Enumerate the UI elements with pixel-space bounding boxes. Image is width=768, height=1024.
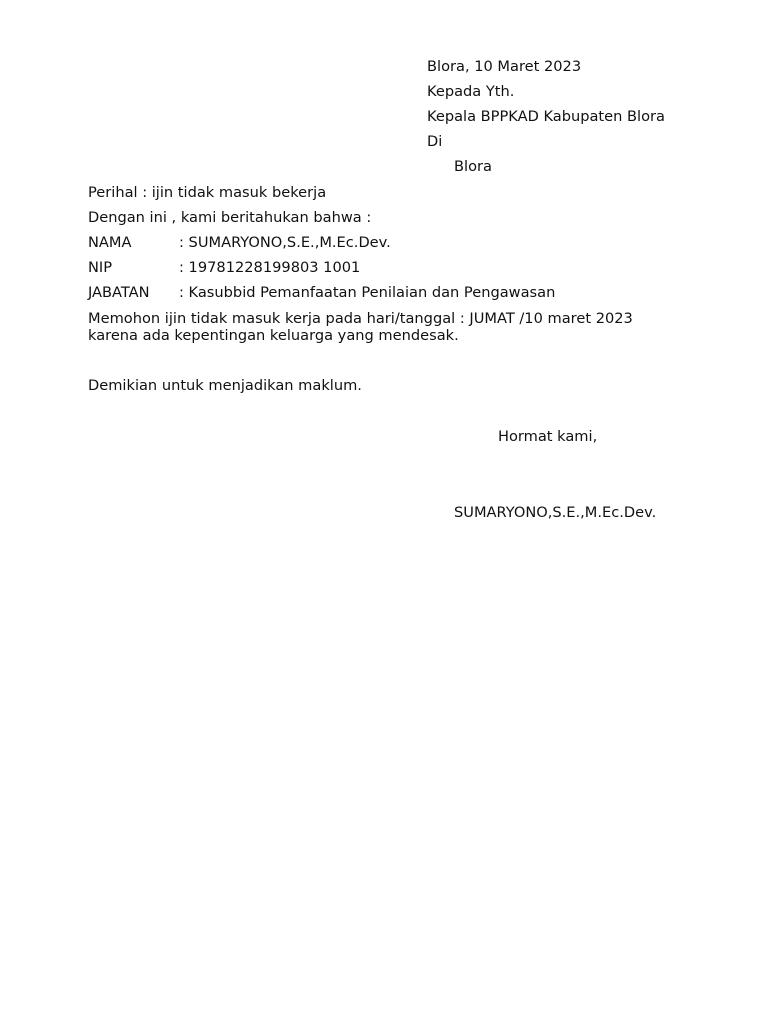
recipient-greeting: Kepada Yth. (427, 83, 515, 100)
field-label-nip: NIP (88, 259, 113, 276)
field-label-jabatan: JABATAN (88, 284, 150, 301)
signature-salutation: Hormat kami, (498, 428, 598, 445)
intro-line: Dengan ini , kami beritahukan bahwa : (88, 209, 372, 226)
request-line-1: Memohon ijin tidak masuk kerja pada hari/tanggal : JUMAT /10 maret 2023 (88, 310, 633, 327)
recipient-di: Di (427, 133, 443, 150)
closing-line: Demikian untuk menjadikan maklum. (88, 377, 362, 394)
field-value-nip: : 19781228199803 1001 (179, 259, 361, 276)
field-value-nama: : SUMARYONO,S.E.,M.Ec.Dev. (179, 234, 391, 251)
recipient-city: Blora (454, 158, 492, 175)
field-label-nama: NAMA (88, 234, 132, 251)
recipient-name: Kepala BPPKAD Kabupaten Blora (427, 108, 665, 125)
request-line-2: karena ada kepentingan keluarga yang mendesak. (88, 327, 459, 344)
place-date: Blora, 10 Maret 2023 (427, 58, 582, 75)
signature-name: SUMARYONO,S.E.,M.Ec.Dev. (454, 504, 657, 521)
field-value-jabatan: : Kasubbid Pemanfaatan Penilaian dan Pengawasan (179, 284, 556, 301)
subject-line: Perihal : ijin tidak masuk bekerja (88, 184, 327, 201)
